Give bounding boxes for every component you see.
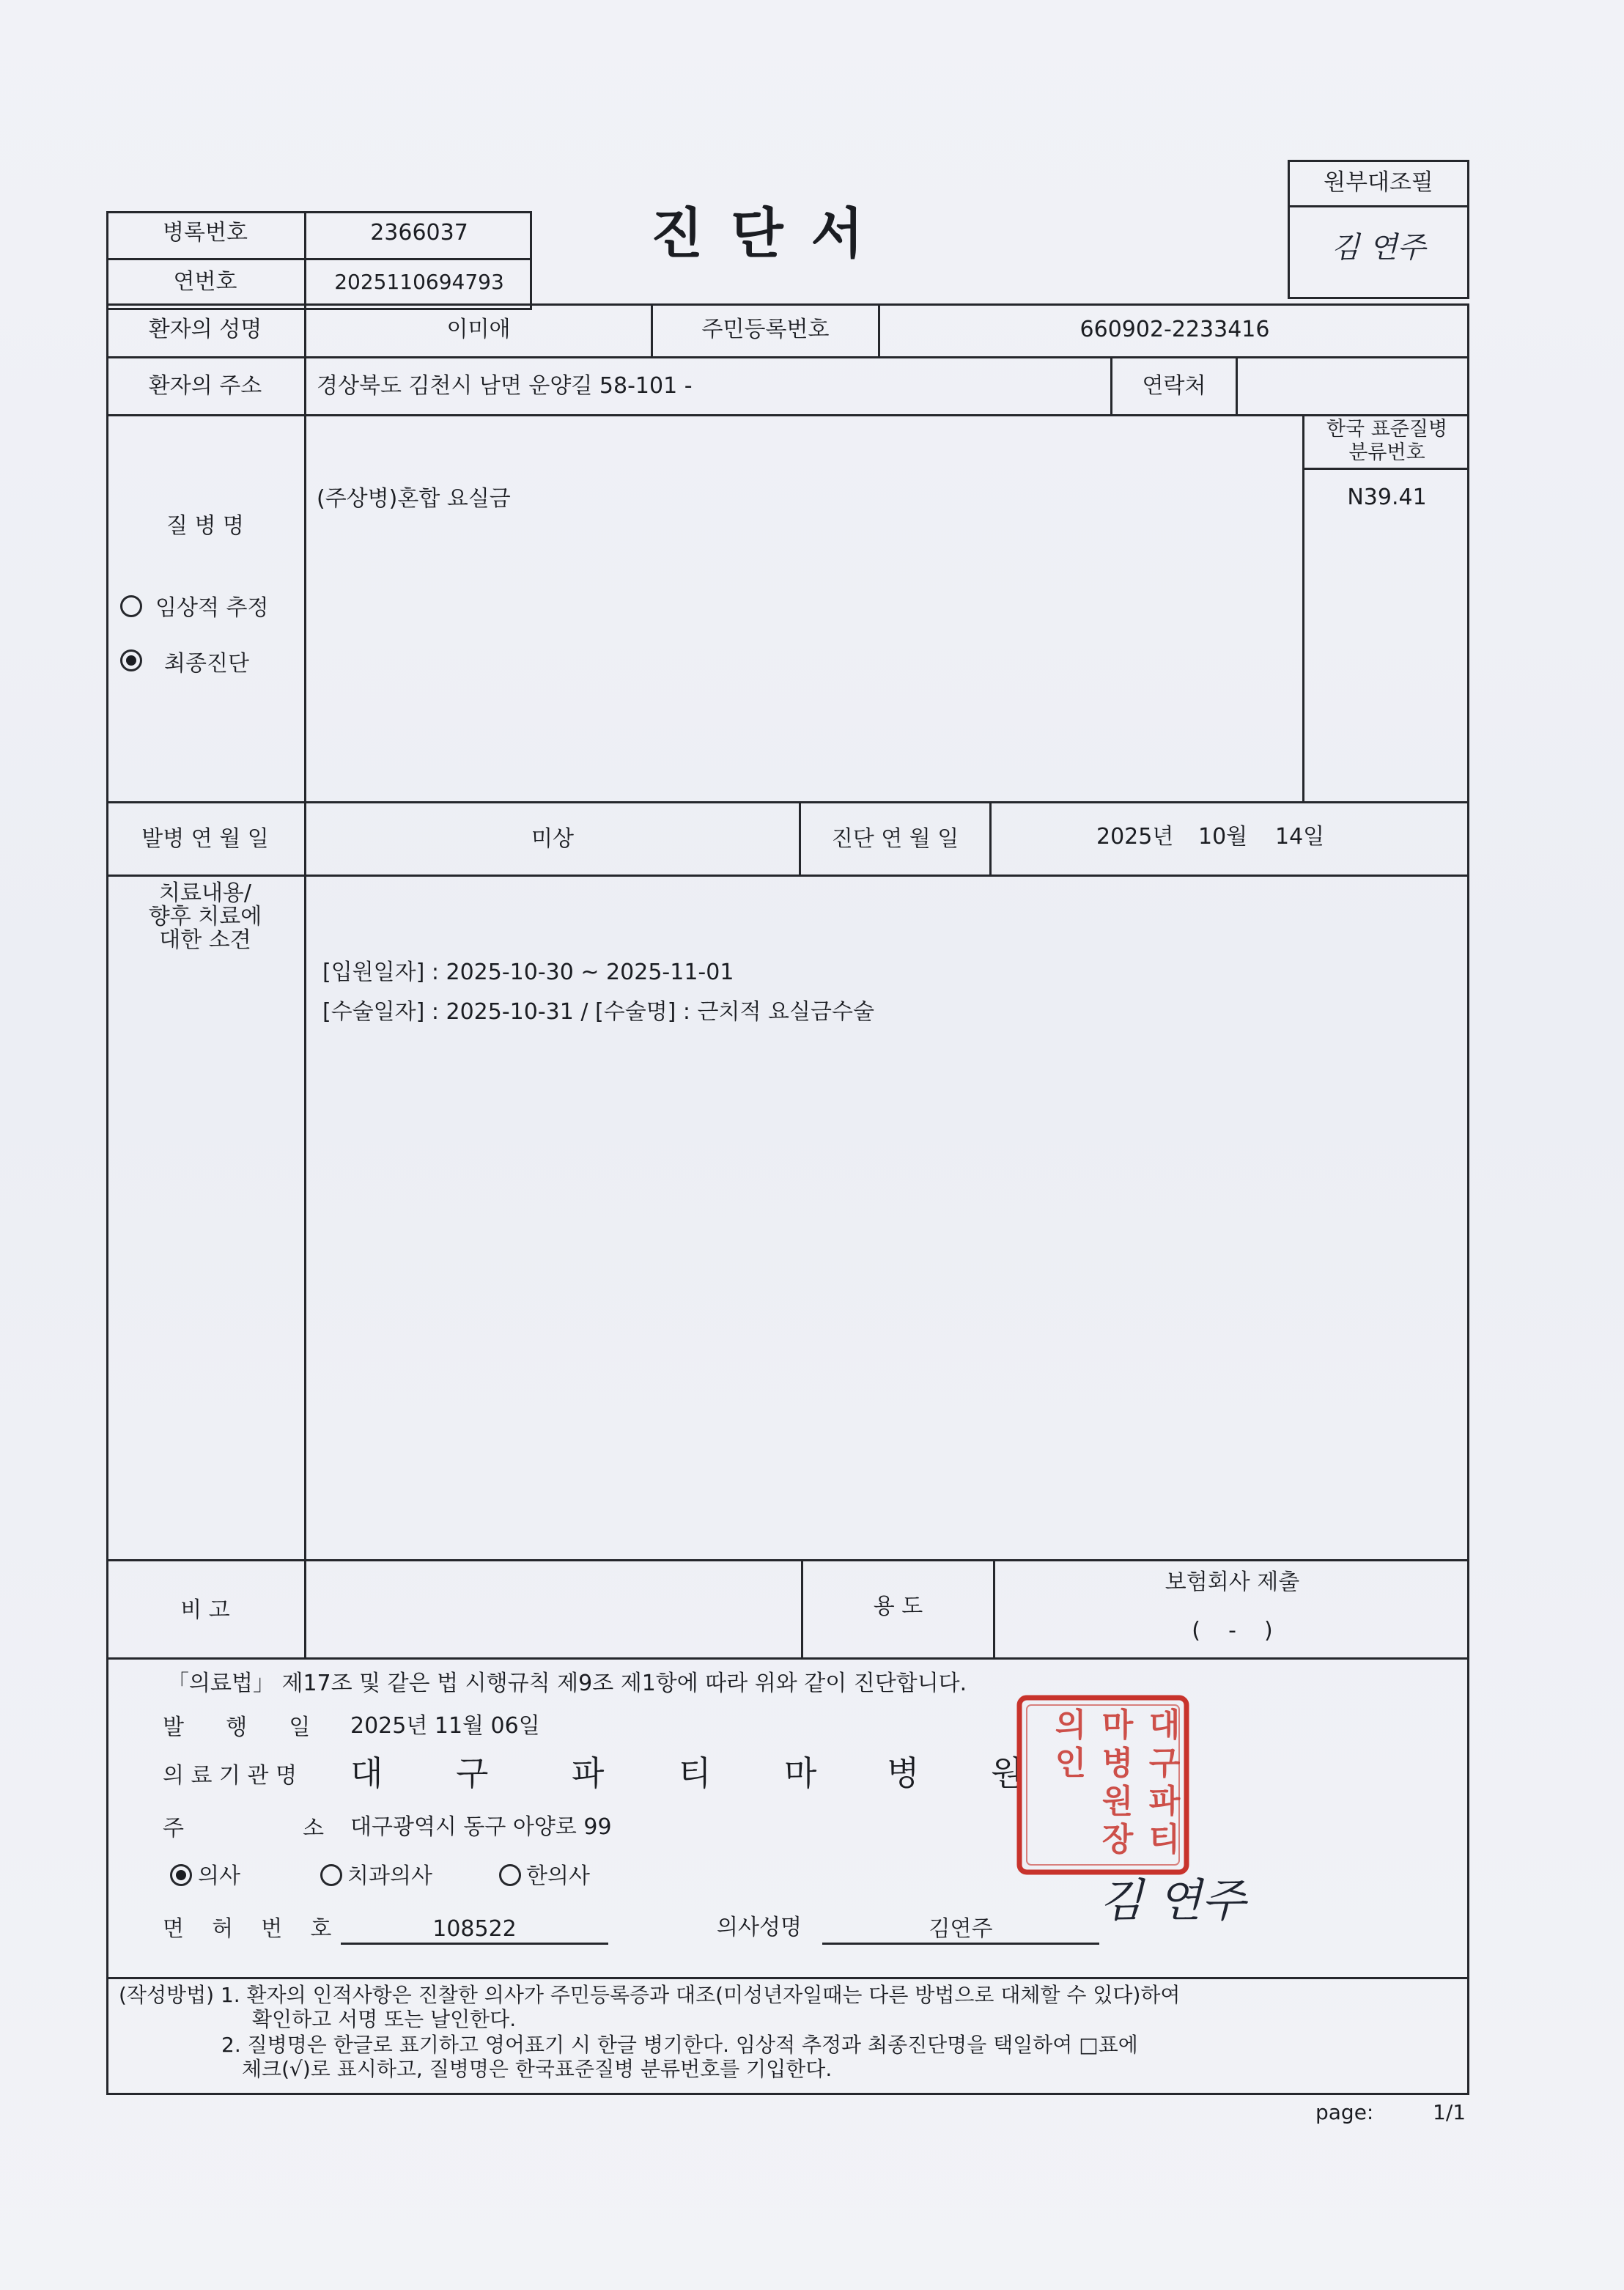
certification-statement: 「의료법」 제17조 및 같은 법 시행규칙 제9조 제1항에 따라 위와 같이 진단합니다. <box>167 1671 967 1696</box>
institution-char-7: 원 <box>991 1753 1024 1793</box>
practitioner-type-doctor-radio[interactable] <box>170 1864 192 1886</box>
instructions-line2: 확인하고 서명 또는 날인한다. <box>252 2007 517 2031</box>
clinical-estimate-label: 임상적 추정 <box>155 595 269 621</box>
final-diagnosis-label: 최종진단 <box>164 651 249 677</box>
instructions-line3: 2. 질병명은 한글로 표기하고 영어표기 시 한글 병기한다. 임상적 추정과 최종진단명을 택일하여 □표에 <box>221 2033 1138 2057</box>
seal-char: 대 <box>1148 1707 1181 1744</box>
patient-rrn-value: 660902-2233416 <box>1079 317 1270 342</box>
patient-name-label: 환자의 성명 <box>148 317 262 342</box>
institution-char-2: 구 <box>456 1753 489 1793</box>
practitioner-type-dentist-label: 치과의사 <box>347 1863 432 1889</box>
institution-char-1: 대 <box>350 1753 383 1793</box>
remarks-label: 비 고 <box>180 1597 230 1623</box>
disease-code-value: N39.41 <box>1347 485 1427 510</box>
document-title: 진 단 서 <box>651 202 868 265</box>
chart-number-label: 병록번호 <box>163 220 248 246</box>
practitioner-type-doctor-label: 의사 <box>198 1863 240 1889</box>
license-number-underline <box>341 1943 608 1945</box>
serial-number-value: 2025110694793 <box>334 270 504 294</box>
patient-rrn-label: 주민등록번호 <box>701 317 830 342</box>
hospital-seal <box>1015 1693 1191 1877</box>
purpose-line2: ( - ) <box>1192 1618 1273 1643</box>
diagnosis-text: (주상병)혼합 요실금 <box>317 486 511 512</box>
instructions-line1: (작성방법) 1. 환자의 인적사항은 진찰한 의사가 주민등록증과 대조(미성년자일때는 다른 방법으로 대체할 수 있다)하여 <box>119 1983 1181 2007</box>
page-label: page: <box>1315 2100 1374 2124</box>
hospital-seal-text <box>1015 1693 1191 1877</box>
doctor-name-value: 김연주 <box>929 1916 993 1942</box>
seal-char: 인 <box>1055 1745 1087 1782</box>
institution-char-6: 병 <box>887 1753 920 1793</box>
issue-date-label: 발 행 일 <box>163 1715 311 1740</box>
seal-char: 마 <box>1101 1707 1134 1744</box>
copy-verification-label: 원부대조필 <box>1324 169 1433 196</box>
license-number-value: 108522 <box>432 1916 517 1942</box>
practitioner-type-oriental-radio[interactable] <box>499 1864 521 1886</box>
instructions-line4: 체크(√)로 표시하고, 질병명은 한국표준질병 분류번호를 기입한다. <box>242 2057 833 2081</box>
seal-char: 의 <box>1055 1707 1087 1744</box>
seal-char: 티 <box>1148 1821 1181 1858</box>
disease-label: 질 병 명 <box>166 513 244 539</box>
final-diagnosis-radio[interactable] <box>120 649 142 671</box>
license-number-label: 면 허 번 호 <box>163 1916 332 1942</box>
institution-address-label: 주 소 <box>163 1816 325 1841</box>
treatment-label-line1: 치료내용/ <box>158 880 252 906</box>
institution-char-5: 마 <box>784 1753 817 1793</box>
treatment-admission-line: [입원일자] : 2025-10-30 ~ 2025-11-01 <box>322 960 734 985</box>
clinical-estimate-radio[interactable] <box>120 595 142 617</box>
serial-number-label: 연번호 <box>173 269 237 295</box>
diagnosis-date-year: 2025년 <box>1096 824 1174 850</box>
treatment-surgery-line: [수술일자] : 2025-10-31 / [수술명] : 근치적 요실금수술 <box>322 999 874 1025</box>
issue-date-value: 2025년 11월 06일 <box>350 1713 540 1739</box>
treatment-label-line3: 대한 소견 <box>159 927 251 953</box>
copy-verification-signature: 김 연주 <box>1331 231 1426 265</box>
patient-contact-label: 연락처 <box>1142 373 1206 399</box>
disease-code-header-line1: 한국 표준질병 <box>1326 418 1448 441</box>
institution-char-3: 파 <box>572 1753 605 1793</box>
disease-code-header-line2: 분류번호 <box>1348 441 1425 464</box>
diagnosis-date-label: 진단 연 월 일 <box>831 826 959 852</box>
treatment-label-line2: 향후 치료에 <box>148 904 262 929</box>
doctor-name-label: 의사성명 <box>717 1915 802 1940</box>
seal-char: 병 <box>1101 1745 1134 1782</box>
seal-char: 구 <box>1148 1745 1181 1782</box>
practitioner-type-oriental-label: 한의사 <box>526 1863 590 1889</box>
onset-date-label: 발병 연 월 일 <box>141 826 269 852</box>
doctor-signature: 김 연주 <box>1099 1874 1246 1927</box>
institution-address-value: 대구광역시 동구 아양로 99 <box>350 1814 612 1840</box>
practitioner-type-dentist-radio[interactable] <box>320 1864 342 1886</box>
chart-number-value: 2366037 <box>370 220 468 246</box>
page-number: 1/1 <box>1433 2100 1466 2124</box>
institution-char-4: 티 <box>679 1753 712 1793</box>
onset-date-value: 미상 <box>531 826 574 852</box>
institution-label: 의 료 기 관 명 <box>163 1763 298 1789</box>
purpose-label: 용 도 <box>873 1594 923 1619</box>
seal-char: 원 <box>1101 1783 1134 1820</box>
purpose-line1: 보험회사 제출 <box>1165 1569 1300 1595</box>
patient-name-value: 이미애 <box>446 317 511 342</box>
diagnosis-date-day: 14일 <box>1275 824 1325 850</box>
patient-address-value: 경상북도 김천시 남면 운양길 58-101 - <box>317 373 693 399</box>
patient-address-label: 환자의 주소 <box>148 373 262 399</box>
doctor-name-underline <box>822 1943 1099 1945</box>
seal-char: 파 <box>1148 1783 1181 1820</box>
seal-char: 장 <box>1101 1821 1134 1858</box>
diagnosis-date-month: 10월 <box>1198 824 1248 850</box>
